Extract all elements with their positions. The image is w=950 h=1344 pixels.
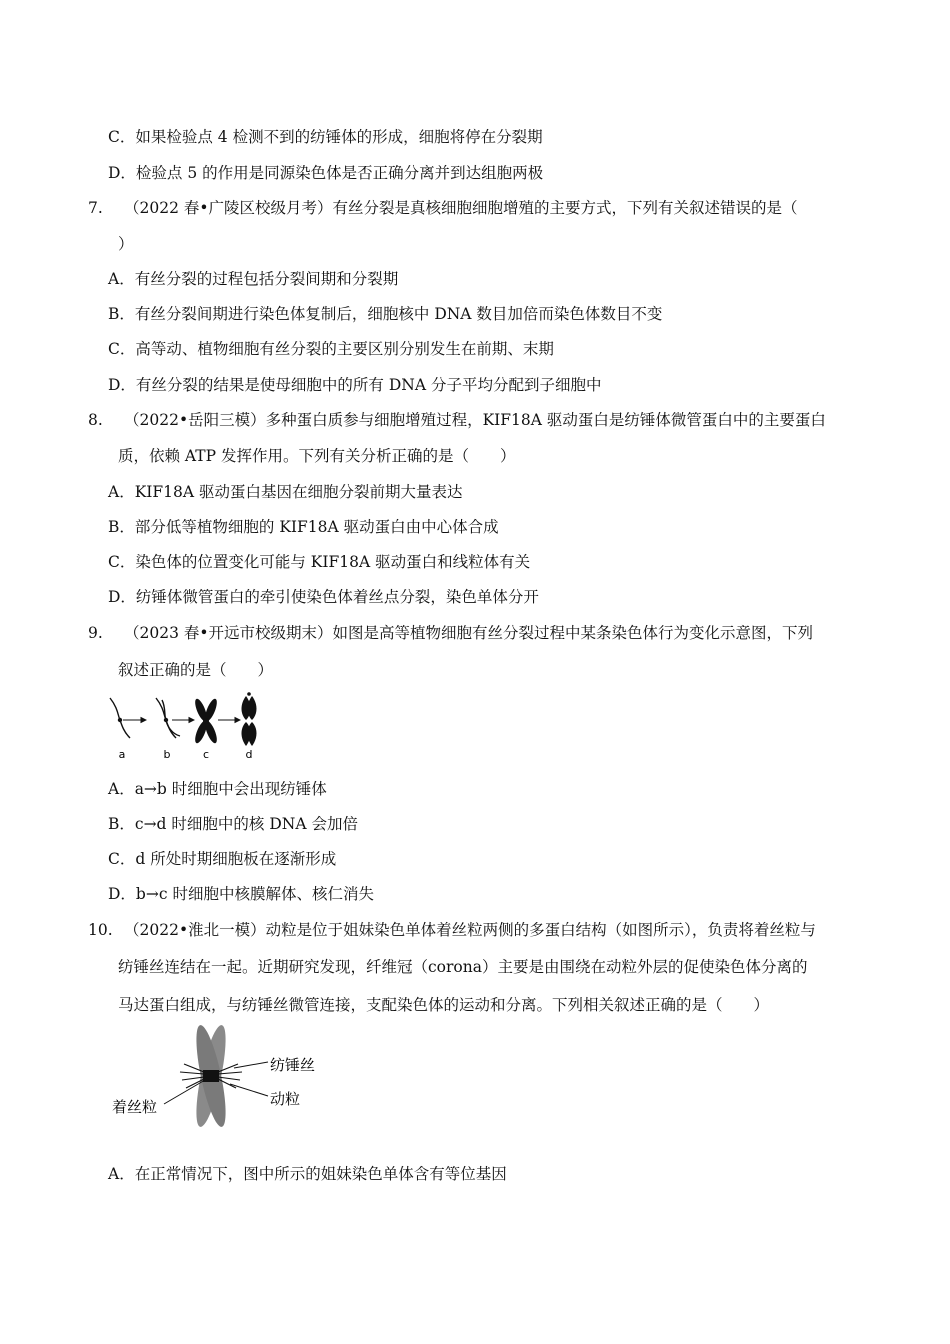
label-spindle: 纺锤丝 — [270, 1056, 316, 1074]
q8-option-c: C．染色体的位置变化可能与 KIF18A 驱动蛋白和线粒体有关 — [108, 553, 531, 571]
q9-option-c: C．d 所处时期细胞板在逐渐形成 — [108, 850, 337, 868]
q9-stem-cont: 叙述正确的是（ ） — [118, 661, 274, 679]
q9-stem: （2023 春•开远市校级期末）如图是高等植物细胞有丝分裂过程中某条染色体行为变化示意图，下列 — [124, 624, 814, 642]
q7-number: 7. — [88, 199, 103, 217]
q8-option-b: B．部分低等植物细胞的 KIF18A 驱动蛋白由中心体合成 — [108, 518, 499, 536]
q10-stem-cont-2: 马达蛋白组成，与纺锤丝微管连接，支配染色体的运动和分离。下列相关叙述正确的是（ ） — [118, 996, 770, 1014]
fig-label-a: a — [118, 748, 126, 761]
chromosome-c — [193, 697, 219, 744]
q7-stem: （2022 春•广陵区校级月考）有丝分裂是真核细胞细胞增殖的主要方式，下列有关叙述错误的是（ — [124, 199, 798, 217]
q7-option-b: B．有丝分裂间期进行染色体复制后，细胞核中 DNA 数目加倍而染色体数目不变 — [108, 305, 663, 323]
chromosome-d — [242, 692, 257, 746]
q9-number: 9. — [88, 624, 103, 642]
q8-stem-cont: 质，依赖 ATP 发挥作用。下列有关分析正确的是（ ） — [118, 447, 516, 465]
q9-option-d: D．b→c 时细胞中核膜解体、核仁消失 — [108, 885, 374, 903]
q10-kinetochore-figure — [108, 1024, 338, 1132]
q8-option-a: A．KIF18A 驱动蛋白基因在细胞分裂前期大量表达 — [108, 483, 463, 501]
q10-number: 10. — [88, 921, 113, 939]
q8-number: 8. — [88, 411, 103, 429]
q10-option-a: A．在正常情况下，图中所示的姐妹染色单体含有等位基因 — [108, 1165, 507, 1183]
q7-option-a: A．有丝分裂的过程包括分裂间期和分裂期 — [108, 270, 399, 288]
q8-stem: （2022•岳阳三模）多种蛋白质参与细胞增殖过程，KIF18A 驱动蛋白是纺锤体微管蛋白中的主要蛋白 — [124, 411, 826, 429]
q7-stem-cont: ） — [118, 235, 134, 253]
fig-label-d: d — [245, 748, 253, 761]
label-kinetochore: 动粒 — [270, 1090, 301, 1108]
fig-label-c: c — [202, 748, 210, 761]
q9-option-b: B．c→d 时细胞中的核 DNA 会加倍 — [108, 815, 358, 833]
q6-option-d: D．检验点 5 的作用是同源染色体是否正确分离并到达组胞两极 — [108, 164, 544, 182]
label-centromere: 着丝粒 — [112, 1098, 158, 1116]
q10-stem: （2022•淮北一模）动粒是位于姐妹染色单体着丝粒两侧的多蛋白结构（如图所示），负责将着丝粒与 — [124, 921, 816, 939]
q9-chromosome-figure — [100, 690, 270, 762]
q6-option-c: C．如果检验点 4 检测不到的纺锤体的形成，细胞将停在分裂期 — [108, 128, 543, 146]
q8-option-d: D．纺锤体微管蛋白的牵引使染色体着丝点分裂，染色单体分开 — [108, 588, 539, 606]
q10-stem-cont-1: 纺锤丝连结在一起。近期研究发现，纤维冠（corona）主要是由围绕在动粒外层的促使染色体分离的 — [118, 958, 808, 976]
fig-label-b: b — [163, 748, 171, 761]
q9-option-a: A．a→b 时细胞中会出现纺锤体 — [108, 780, 327, 798]
q7-option-d: D．有丝分裂的结果是使母细胞中的所有 DNA 分子平均分配到子细胞中 — [108, 376, 602, 394]
q7-option-c: C．高等动、植物细胞有丝分裂的主要区别分别发生在前期、末期 — [108, 340, 554, 358]
